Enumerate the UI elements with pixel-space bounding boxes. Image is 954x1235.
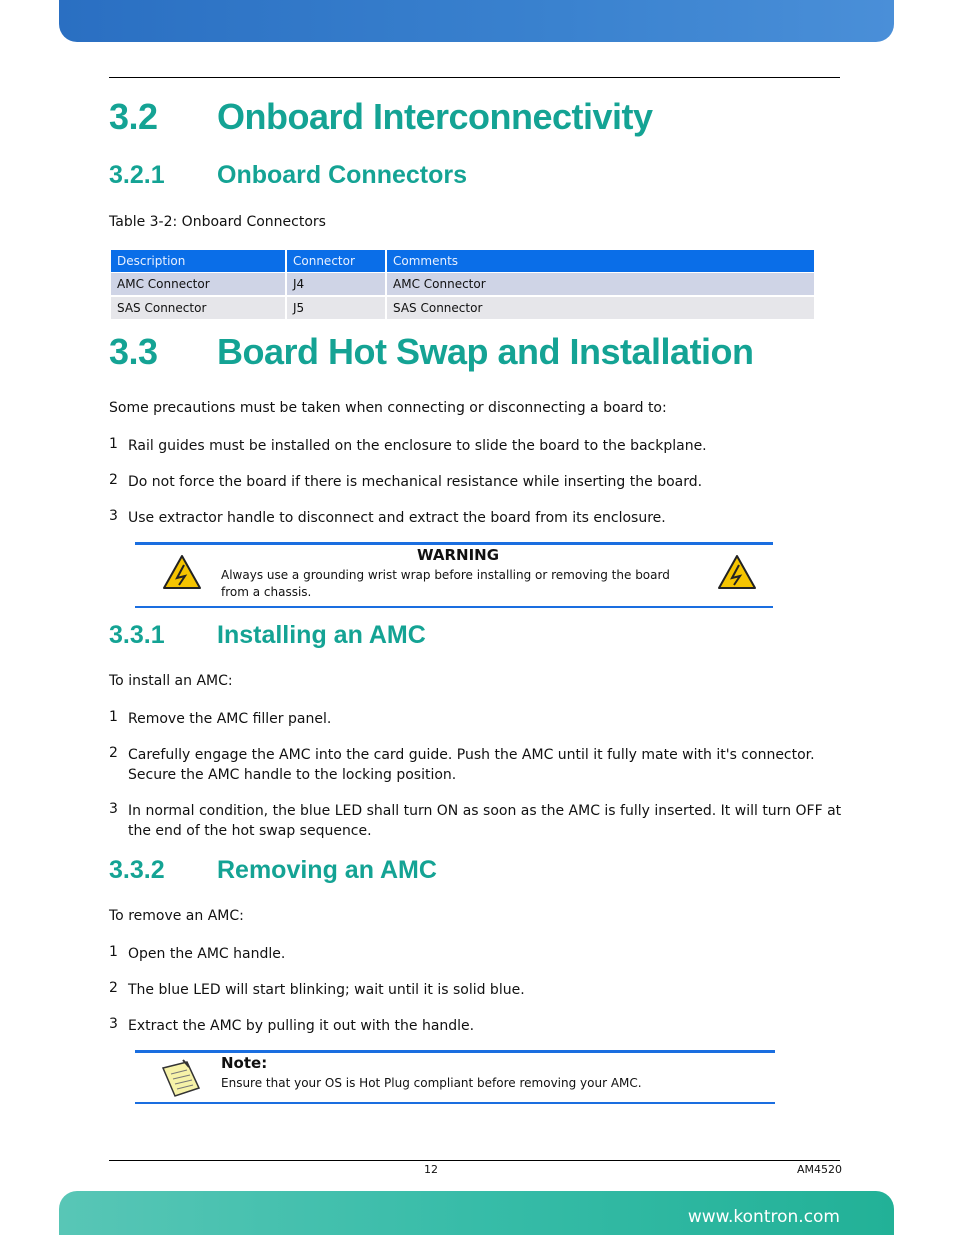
table-header-cell: Description bbox=[111, 250, 285, 272]
section-heading-3-3-2: 3.3.2 Removing an AMC bbox=[109, 856, 437, 884]
document-id: AM4520 bbox=[797, 1163, 843, 1176]
section-heading-3-3: 3.3 Board Hot Swap and Installation bbox=[109, 331, 754, 372]
list-item: 1 Rail guides must be installed on the enclosure to slide the board to the backplane. bbox=[109, 436, 707, 454]
header-banner bbox=[59, 0, 894, 42]
section-heading-3-2-1: 3.2.1 Onboard Connectors bbox=[109, 161, 468, 189]
warning-triangle-icon bbox=[162, 554, 202, 590]
list-item: 3 In normal condition, the blue LED shall turn ON as soon as the AMC is fully inserted. It will turn OFF at the end of the hot swap sequence. bbox=[109, 801, 842, 839]
page-number: 12 bbox=[424, 1163, 438, 1176]
table-cell: SAS Connector bbox=[111, 295, 285, 319]
table-cell: J5 bbox=[287, 295, 385, 319]
note-paper-icon bbox=[157, 1058, 203, 1100]
note-box bbox=[135, 1050, 775, 1104]
connectors-table bbox=[109, 250, 816, 319]
list-item: 3 Extract the AMC by pulling it out with the handle. bbox=[109, 1016, 475, 1034]
section-heading-3-2: 3.2 Onboard Interconnectivity bbox=[109, 96, 653, 137]
list-item: 1 Open the AMC handle. bbox=[109, 944, 286, 962]
intro-paragraph: Some precautions must be taken when connecting or disconnecting a board to: bbox=[109, 400, 667, 416]
remove-intro: To remove an AMC: bbox=[109, 908, 244, 924]
header-rule bbox=[109, 77, 840, 78]
table-row bbox=[111, 272, 814, 295]
warning-box bbox=[135, 542, 773, 608]
footer-rule bbox=[109, 1160, 840, 1161]
table-header-cell: Connector bbox=[287, 250, 385, 272]
list-item: 3 Use extractor handle to disconnect and extract the board from its enclosure. bbox=[109, 508, 666, 526]
note-title: Note: bbox=[221, 1054, 268, 1072]
table-cell: SAS Connector bbox=[387, 295, 814, 319]
table-header-row bbox=[111, 250, 814, 272]
warning-text: Always use a grounding wrist wrap before installing or removing the board from a chassis. bbox=[221, 568, 670, 599]
warning-triangle-icon bbox=[717, 554, 757, 590]
install-intro: To install an AMC: bbox=[109, 673, 233, 689]
warning-title: WARNING bbox=[417, 546, 500, 564]
list-item: 2 The blue LED will start blinking; wait until it is solid blue. bbox=[109, 980, 525, 998]
table-header-cell: Comments bbox=[387, 250, 814, 272]
table-cell: AMC Connector bbox=[111, 272, 285, 295]
list-item: 2 Carefully engage the AMC into the card guide. Push the AMC until it fully mate with it's connector. Secure the AMC handle to the locking position. bbox=[109, 745, 815, 783]
table-caption: Table 3-2: Onboard Connectors bbox=[109, 214, 326, 230]
table-cell: J4 bbox=[287, 272, 385, 295]
footer-banner bbox=[59, 1191, 894, 1235]
table-cell: AMC Connector bbox=[387, 272, 814, 295]
table-row bbox=[111, 295, 814, 319]
list-item: 2 Do not force the board if there is mechanical resistance while inserting the board. bbox=[109, 472, 703, 490]
list-item: 1 Remove the AMC filler panel. bbox=[109, 709, 332, 727]
section-heading-3-3-1: 3.3.1 Installing an AMC bbox=[109, 621, 426, 649]
note-text: Ensure that your OS is Hot Plug compliant before removing your AMC. bbox=[221, 1076, 642, 1090]
website-link[interactable]: www.kontron.com bbox=[687, 1207, 840, 1227]
